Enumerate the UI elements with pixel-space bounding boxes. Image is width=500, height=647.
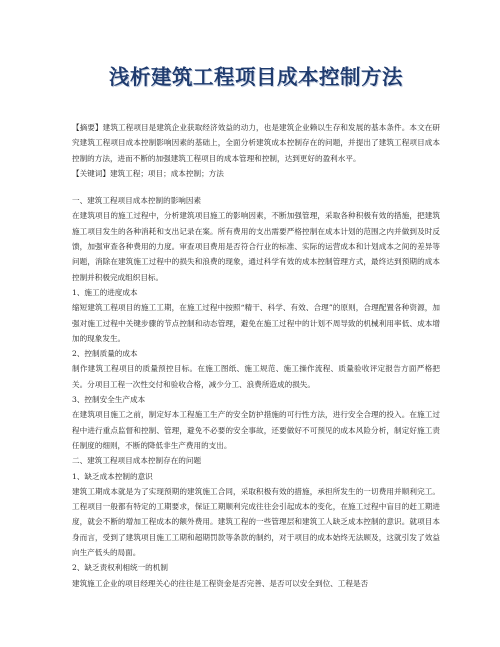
section-heading: 2、缺乏责权利相统一的机制	[72, 563, 168, 573]
spacer	[72, 181, 440, 193]
section-heading: 2、控制质量的成本	[72, 349, 138, 359]
section-paragraph: 建筑施工企业的项目经理关心的往往是工程资金是否完善、是否可以安全到位、工程是否	[72, 578, 369, 588]
section-heading: 3、控制安全生产成本	[72, 395, 146, 405]
document-title: 浅析建筑工程项目成本控制方法	[109, 65, 403, 89]
section-paragraph: 缩短建筑工程项目的施工工期，在施工过程中按照“精干、科学、有效、合理”的原则，合理配置各种资源，加强对施工过程中关键步骤的节点控制和动态管理，避免在施工过程中的计划不周导致的机械利用率低、成本增加的现象发生。	[72, 303, 440, 343]
section-paragraph: 在建筑项目的施工过程中，分析建筑项目施工的影响因素，不断加强管理，采取各种积极有效的措施，把建筑施工项目发生的各种消耗和支出记录在案。所有费用的支出需要严格控制在成本计划的范围之内并做到及时反馈，加强审查各种费用的力度。审查项目费用是否符合行业的标准、实际的运营成本和计划成本之间的差异等问题，消除在建筑施工过程中的损失和浪费的现象，通过科学有效的成本控制管理方式，最终达到预期的成本控制并积极完成组织目标。	[72, 211, 440, 282]
section-paragraph: 制作建筑工程项目的质量预控目标。在施工图纸、施工规范、施工操作流程、质量验收评定报告方面严格把关。分项目工程一次性交付和验收合格，减少分工、浪费所造成的损失。	[72, 364, 440, 389]
keywords-line: 【关键词】建筑工程；项目；成本控制；方法	[72, 168, 224, 178]
section-paragraph: 在建筑项目施工之前，制定好本工程施工生产的安全防护措施的可行性方法，进行安全合理的投入。在施工过程中进行重点监督和控制、管理，避免不必要的安全事故，还要做好不可预见的成本风险分析，制定好施工责任制度的细则，不断的降低非生产费用的支出。	[72, 410, 440, 450]
section-heading: 二、建筑工程项目成本控制存在的问题	[72, 456, 202, 466]
section-paragraph: 建筑工期成本就是为了实现预期的建筑施工合同，采取积极有效的措施，承担所发生的一切费用并顺利完工。工程项目一般都有特定的工期要求，保证工期顺利完成往往会引起成本的变化，在施工过程中盲目的赶工期进度，就会不断的增加工程成本的额外费用。建筑工程的一些管理层和建筑工人缺乏成本控制的意识。就项目本身而言，受到了建筑项目施工工期和超期罚款等条款的制约，对于项目的成本始终无法顾及，这就引发了效益向生产低头的局面。	[72, 486, 440, 558]
abstract-paragraph: 【摘要】建筑工程项目是建筑企业获取经济效益的动力，也是建筑企业赖以生存和发展的基本条件。本文在研究建筑工程项目成本控制影响因素的基础上，全面分析建筑成本控制存在的问题，并提出了建筑工程项目成本控制的方法，进而不断的加强建筑工程项目的成本管理和控制，达到更好的盈利水平。	[72, 123, 440, 163]
section-heading: 1、施工的进度成本	[72, 287, 138, 297]
document-body	[72, 120, 440, 591]
section-heading: 1、缺乏成本控制的意识	[72, 471, 153, 481]
section-heading: 一、建筑工程项目成本控制的影响因素	[72, 196, 202, 206]
